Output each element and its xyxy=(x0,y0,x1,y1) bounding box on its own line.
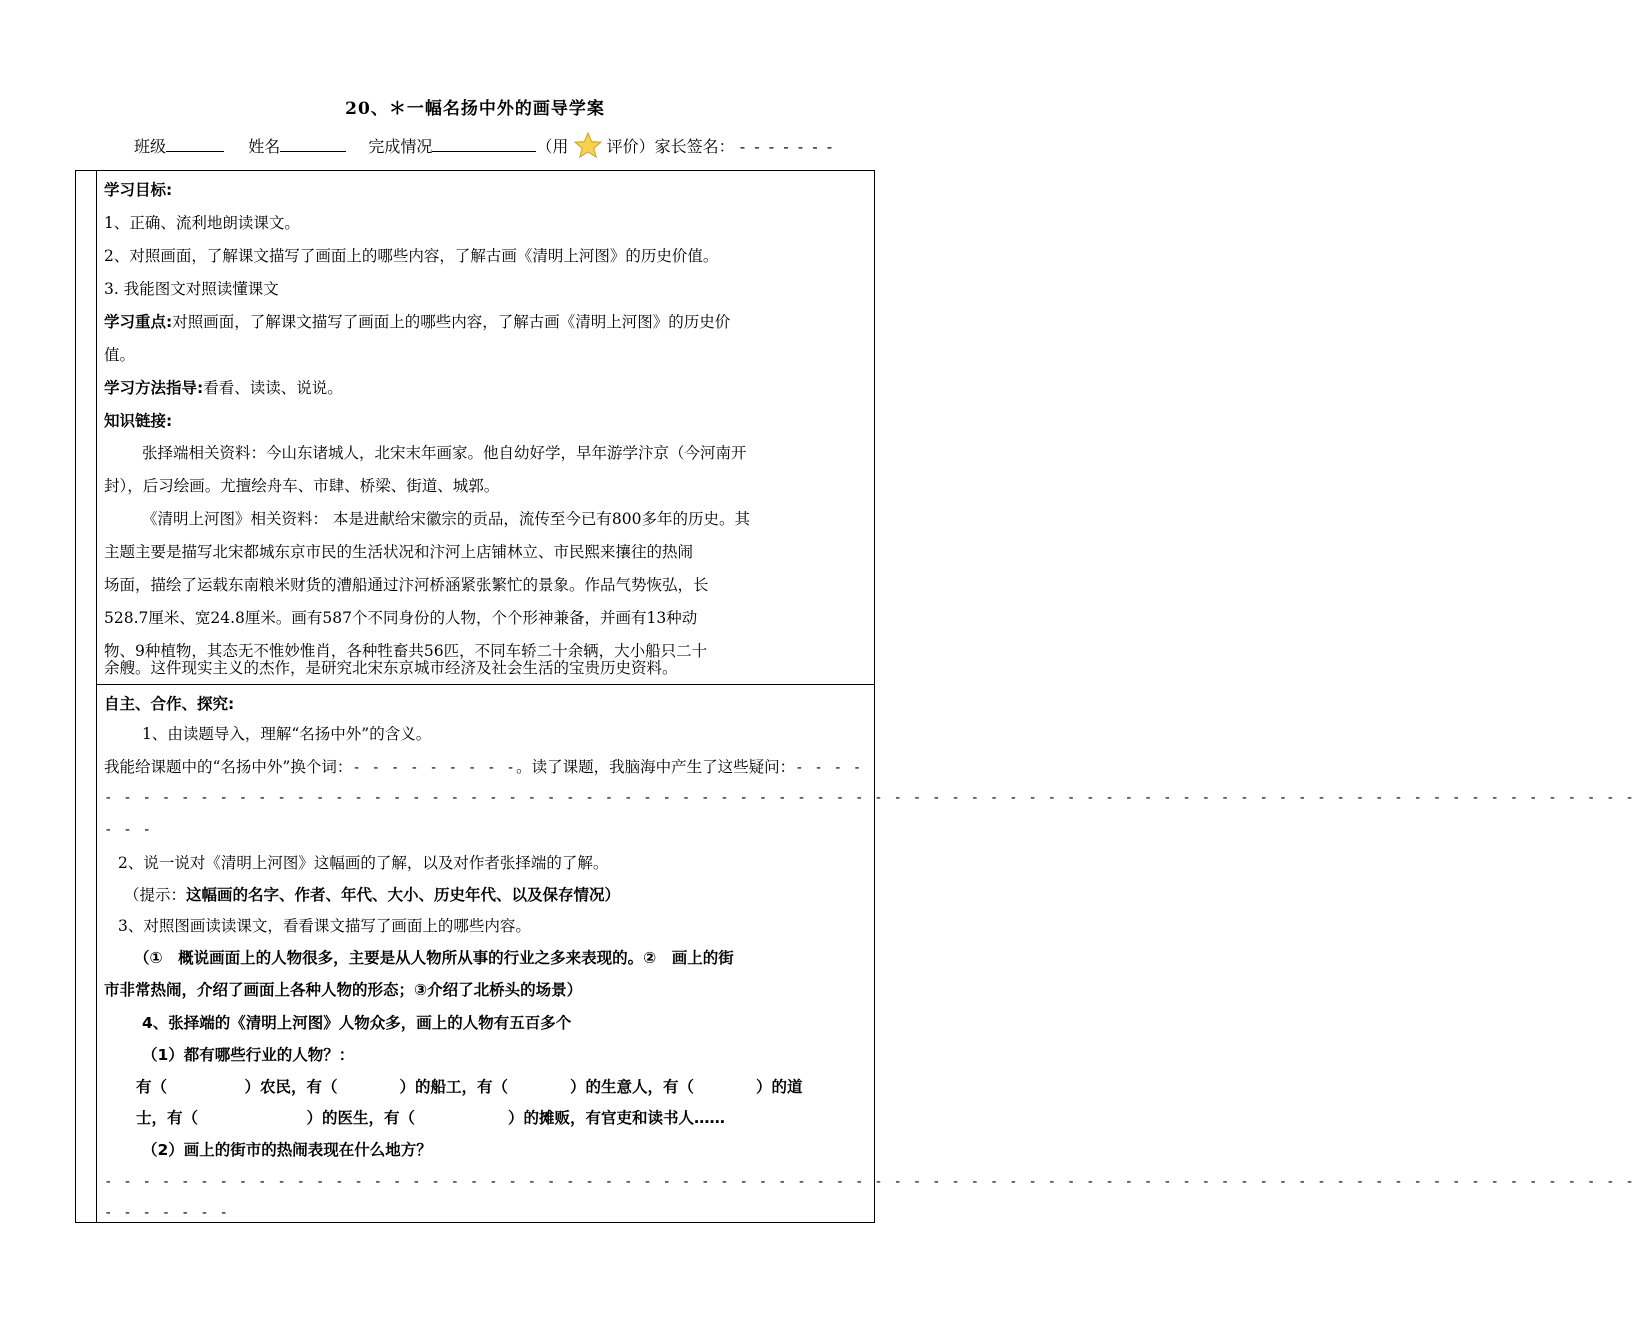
explore-q3: 3、对照图画读读课文，看看课文描写了画面上的哪些内容。 xyxy=(118,917,531,935)
objective-item-2: 2、对照画面，了解课文描写了画面上的哪些内容，了解古画《清明上河图》的历史价值。 xyxy=(104,247,719,265)
completion-label: 完成情况 xyxy=(368,137,433,156)
q4-answer-dash-end[interactable]: - - - - - - - xyxy=(104,1205,230,1221)
table-column-divider xyxy=(96,170,97,1223)
q1-question-blank[interactable]: - - - - xyxy=(795,760,863,776)
explore-q1: 1、由读题导入，理解“名扬中外”的含义。 xyxy=(142,725,432,743)
explore-heading: 自主、合作、探究: xyxy=(104,695,235,713)
explore-q2: 2、说一说对《清明上河图》这幅画的了解，以及对作者张择端的了解。 xyxy=(118,854,609,872)
knowledge-painting-line-5: 物、9种植物，其态无不惟妙惟肖，各种牲畜共56匹，不同车轿二十余辆，大小船只二十 xyxy=(104,642,708,660)
objective-item-3: 3. 我能图文对照读懂课文 xyxy=(104,280,279,298)
explore-q4: 4、张择端的《清明上河图》人物众多，画上的人物有五百多个 xyxy=(142,1014,572,1032)
knowledge-painting-line-4: 528.7厘米、宽24.8厘米。画有587个不同身份的人物，个个形神兼备，并画有13种动 xyxy=(104,609,698,627)
q1-answer-dash-end[interactable]: - - - xyxy=(104,822,153,838)
q1-fill-a-label: 我能给课题中的“名扬中外”换个词： xyxy=(104,758,353,776)
header-info-line xyxy=(134,132,834,158)
q3-answer-line-1: （① 概说画面上的人物很多，主要是从人物所从事的行业之多来表现的。② 画上的街 xyxy=(134,949,734,967)
knowledge-painting-line-6: 余艘。这件现实主义的杰作，是研究北宋东京城市经济及社会生活的宝贵历史资料。 xyxy=(104,659,678,677)
knowledge-painting-line-3: 场面，描绘了运载东南粮米财货的漕船通过汴河桥涵紧张繁忙的景象。作品气势恢弘，长 xyxy=(104,576,709,594)
objective-item-1: 1、正确、流利地朗读课文。 xyxy=(104,214,300,232)
eval-close: 评价）家长签名： xyxy=(606,137,735,156)
q4-sub-question-2: （2）画上的街市的热闹表现在什么地方？ xyxy=(142,1141,432,1159)
eval-open: （用 xyxy=(536,137,569,156)
focus-line xyxy=(104,310,730,332)
page-title: 20、＊一幅名扬中外的画导学案 xyxy=(345,99,605,119)
class-label: 班级 xyxy=(134,137,167,156)
q1-answer-dash-line[interactable]: - - - - - - - - - - - - - - - - - - - - - - - - - - - - - - - - - - - - - - - - - - - - - - - - - - - - - - - - - - - - - - - - - - - - - - - - - - - - - - - - xyxy=(104,790,1635,806)
name-label: 姓名 xyxy=(248,137,281,156)
class-field[interactable] xyxy=(166,135,224,152)
explore-q1-fill xyxy=(104,755,862,777)
focus-text: 对照画面，了解课文描写了画面上的哪些内容，了解古画《清明上河图》的历史价 xyxy=(172,313,731,331)
signature-field[interactable]: - - - - - - - xyxy=(739,137,835,156)
method-line xyxy=(104,376,343,398)
method-label: 学习方法指导: xyxy=(104,379,204,397)
explore-q2-hint xyxy=(124,883,620,905)
table-row-divider xyxy=(96,684,875,685)
objectives-heading: 学习目标: xyxy=(104,181,173,199)
q4-fill-line-1[interactable]: 有（ ）农民，有（ ）的船工，有（ ）的生意人，有（ ）的道 xyxy=(136,1078,803,1096)
q4-sub-question-1: （1）都有哪些行业的人物？： xyxy=(142,1046,355,1064)
focus-label: 学习重点: xyxy=(104,313,173,331)
focus-text-cont: 值。 xyxy=(104,346,136,364)
q1-fill-b-label: 。读了课题，我脑海中产生了这些疑问： xyxy=(516,758,796,776)
star-icon xyxy=(574,132,602,158)
q2-hint-text: 这幅画的名字、作者、年代、大小、历史年代、以及保存情况） xyxy=(186,886,621,904)
q2-hint-label: （提示： xyxy=(124,886,187,904)
knowledge-painting-line-1: 《清明上河图》相关资料： 本是进献给宋徽宗的贡品，流传至今已有800多年的历史。其 xyxy=(142,510,751,528)
q4-answer-dash-line[interactable]: - - - - - - - - - - - - - - - - - - - - - - - - - - - - - - - - - - - - - - - - - - - - - - - - - - - - - - - - - - - - - - - - - - - - - - - - - - - - - - - - xyxy=(104,1174,1635,1190)
q3-answer-line-2: 市非常热闹，介绍了画面上各种人物的形态；③介绍了北桥头的场景） xyxy=(104,981,583,999)
knowledge-author-line-2: 封），后习绘画。尤擅绘舟车、市肆、桥梁、街道、城郭。 xyxy=(104,477,500,495)
knowledge-heading: 知识链接: xyxy=(104,412,173,430)
q4-fill-line-2[interactable]: 士，有（ ）的医生，有（ ）的摊贩，有官吏和读书人…… xyxy=(136,1109,726,1127)
method-text: 看看、读读、说说。 xyxy=(203,379,343,397)
q1-synonym-blank[interactable]: - - - - - - - - - xyxy=(352,760,517,776)
name-field[interactable] xyxy=(280,135,346,152)
knowledge-painting-line-2: 主题主要是描写北宋都城东京市民的生活状况和汴河上店铺林立、市民熙来攘往的热闹 xyxy=(104,543,694,561)
knowledge-author-line-1: 张择端相关资料：今山东诸城人，北宋末年画家。他自幼好学，早年游学汴京（今河南开 xyxy=(142,444,747,462)
completion-field[interactable] xyxy=(432,135,536,152)
